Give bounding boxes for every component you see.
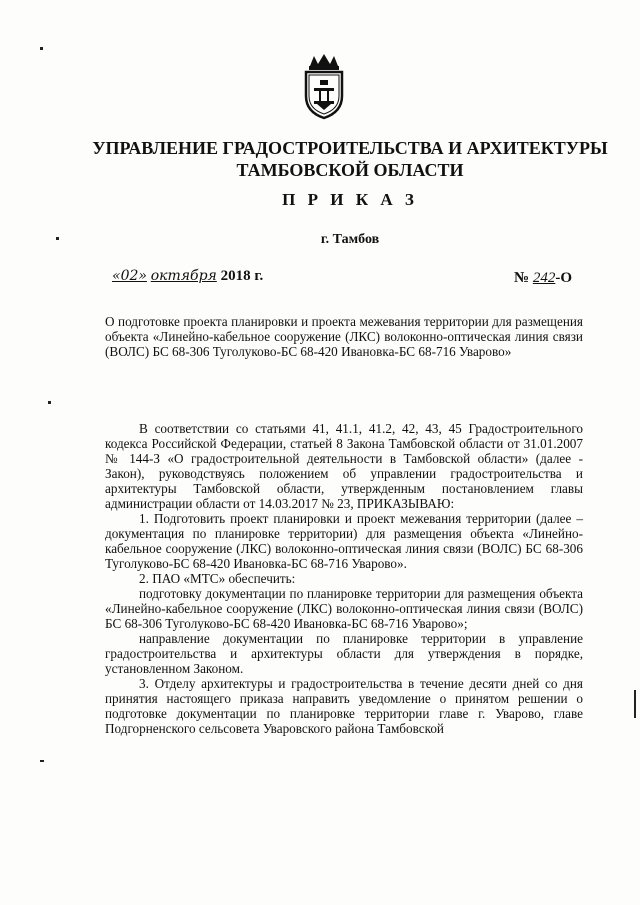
number-value: 242 xyxy=(532,270,556,286)
date-month: октября xyxy=(150,268,217,284)
clause-2: 2. ПАО «МТС» обеспечить: xyxy=(139,571,296,586)
city: г. Тамбов xyxy=(320,232,380,247)
clause-3: 3. Отделу архитектуры и градостроительства в течение десяти дней со дня принятия настоящего приказа направить уведомление о принятом решении о подготовке документации по планировке территории главе г. Уварово, главе Подгорненского сельсовета Уваровского района Тамбовской xyxy=(105,676,583,736)
date-day: «02» xyxy=(112,268,147,284)
clause-2-item-1: подготовку документации по планировке территории для размещения объекта «Линейно-кабельное сооружение (ЛКС) волоконно-оптическая линия связи (ВОЛС) БС 68-306 Туголуково-БС 68-420 Ивановка-БС 68-716 Уварово»; xyxy=(105,586,583,631)
agency-title-line2: ТАМБОВСКОЙ ОБЛАСТИ xyxy=(236,160,464,180)
order-date xyxy=(112,268,263,285)
agency-title-line1: УПРАВЛЕНИЕ ГРАДОСТРОИТЕЛЬСТВА И АРХИТЕКТУРЫ xyxy=(92,138,608,158)
clause-1: 1. Подготовить проект планировки и проект межевания территории (далее – документация по планировке территории) для размещения объекта «Линейно-кабельное сооружение (ЛКС) волоконно-оптическая линия связи (ВОЛС) БС 68-306 Туголуково-БС 68-420 Ивановка-БС 68-716 Уварово». xyxy=(105,511,583,571)
order-number xyxy=(514,270,572,287)
order-subject: О подготовке проекта планировки и проекта межевания территории для размещения объекта «Линейно-кабельное сооружение (ЛКС) волоконно-оптическая линия связи (ВОЛС) БС 68-306 Туголуково-БС 68-420 Ивановка-БС 68-716 Уварово» xyxy=(105,314,583,359)
date-year: 2018 г. xyxy=(220,268,264,284)
coat-of-arms-icon xyxy=(300,52,348,122)
preamble-paragraph: В соответствии со статьями 41, 41.1, 41.2, 42, 43, 45 Градостроительного кодекса Российской Федерации, статьей 8 Закона Тамбовской области от 31.01.2007 № 144-З «О градостроительной деятельности в Тамбовской области» (далее - Закон), руководствуясь положением об управлении градостроительства и архитектуры Тамбовской области, утвержденным постановлением главы администрации области от 14.03.2017 № 23, ПРИКАЗЫВАЮ: xyxy=(105,421,583,511)
number-suffix: -О xyxy=(555,270,572,286)
document-type: П Р И К А З xyxy=(282,190,418,209)
number-prefix: № xyxy=(514,270,530,286)
order-body xyxy=(105,421,583,736)
scan-mark xyxy=(48,401,51,404)
clause-2-item-2: направление документации по планировке территории в управление градостроительства и архитектуры области для утверждения в порядке, установленном Законом. xyxy=(105,631,583,676)
scan-mark xyxy=(56,237,59,240)
scan-mark xyxy=(634,690,636,718)
scan-mark xyxy=(40,47,43,50)
scan-mark xyxy=(40,760,44,762)
